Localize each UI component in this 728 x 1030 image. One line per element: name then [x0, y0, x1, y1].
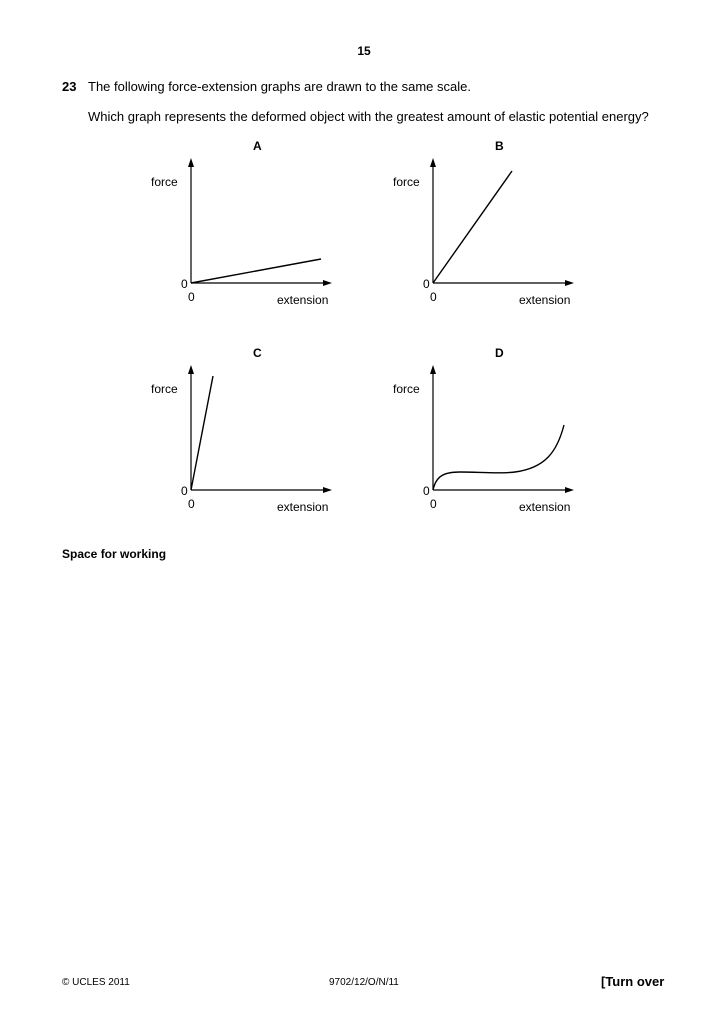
question-intro: The following force-extension graphs are drawn to the same scale. [88, 79, 471, 94]
footer-turn-over: [Turn over [601, 974, 665, 989]
footer-paper-code: 9702/12/O/N/11 [329, 977, 399, 988]
graph-b-origin-y: 0 [423, 277, 430, 291]
graph-d-letter: D [495, 346, 504, 360]
graph-d-x-arrow [565, 487, 574, 493]
graph-b-letter: B [495, 139, 504, 153]
graph-a-ylabel: force [151, 175, 178, 189]
working-space-label: Space for working [62, 547, 167, 561]
page-number: 15 [357, 44, 371, 58]
graph-c-ylabel: force [151, 382, 178, 396]
graph-a-letter: A [253, 139, 262, 153]
graph-d-ylabel: force [393, 382, 420, 396]
footer-copyright: © UCLES 2011 [62, 977, 130, 988]
graph-a-origin-y: 0 [181, 277, 188, 291]
question-prompt: Which graph represents the deformed object with the greatest amount of elastic potential energy? [88, 109, 649, 124]
graph-d-y-arrow [430, 365, 436, 374]
graph-b-ylabel: force [393, 175, 420, 189]
graph-c-letter: C [253, 346, 262, 360]
graph-d-origin-y: 0 [423, 484, 430, 498]
graph-d-curve [433, 425, 564, 490]
graph-c-origin-y: 0 [181, 484, 188, 498]
graph-a-origin-x: 0 [188, 290, 195, 304]
graph-c-xlabel: extension [277, 500, 329, 514]
graph-c-origin-x: 0 [188, 497, 195, 511]
question-number: 23 [62, 79, 77, 94]
graph-b-origin-x: 0 [430, 290, 437, 304]
graph-d-origin-x: 0 [430, 497, 437, 511]
graph-a-xlabel: extension [277, 293, 329, 307]
graph-b-xlabel: extension [519, 293, 571, 307]
graph-d-xlabel: extension [519, 500, 571, 514]
